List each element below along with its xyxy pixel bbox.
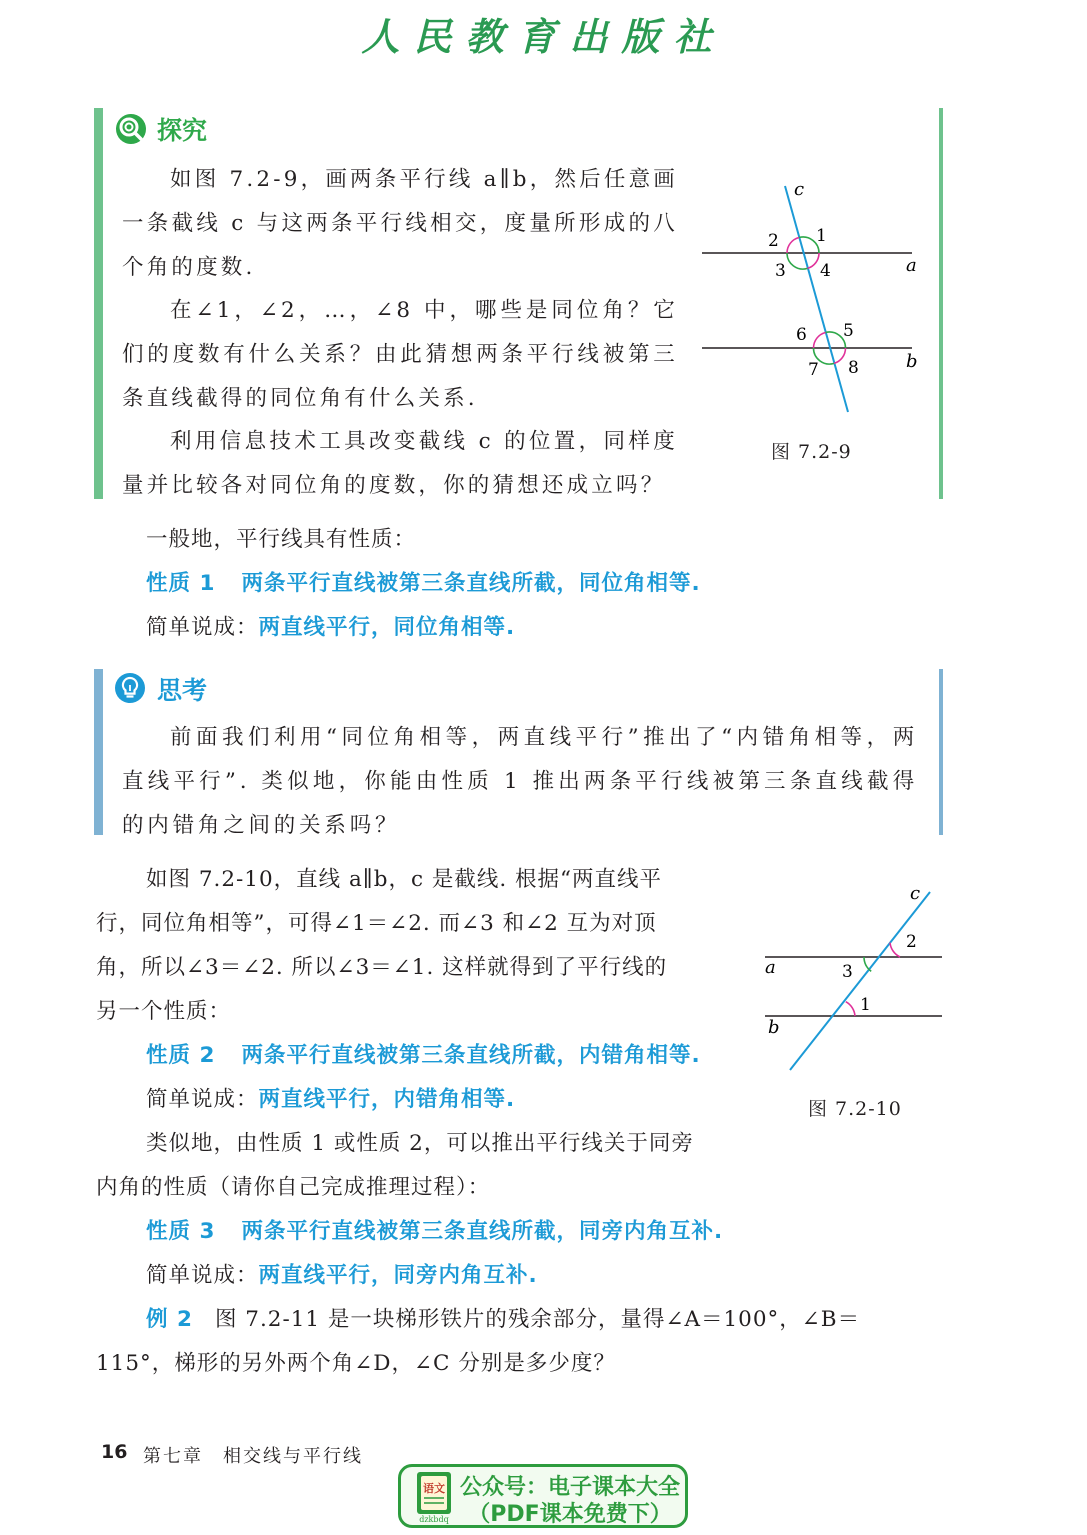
derivation-line-2: 行，同位角相等”，可得∠1＝∠2. 而∠3 和∠2 互为对顶 bbox=[96, 911, 657, 936]
figure-7-2-10-caption: 图 7.2-10 bbox=[808, 1098, 902, 1120]
figure-7-2-9-caption: 图 7.2-9 bbox=[771, 441, 852, 463]
figure-7-2-9 bbox=[690, 176, 930, 430]
wechat-badge[interactable] bbox=[398, 1464, 688, 1528]
property-3 bbox=[146, 1210, 723, 1254]
explore-paragraph-1: 如图 7.2-9，画两条平行线 a∥b，然后任意画一条截线 c 与这两条平行线相交，度量所形成的八个角的度数. bbox=[122, 167, 678, 280]
derivation-line-3: 角，所以∠3＝∠2. 所以∠3＝∠1. 这样就得到了平行线的 bbox=[96, 955, 668, 980]
label-3: 3 bbox=[775, 261, 786, 281]
example-2-label: 例 2 bbox=[146, 1307, 193, 1332]
angle-1-arc bbox=[846, 1002, 855, 1016]
explore-paragraph-2: 在∠1，∠2，…，∠8 中，哪些是同位角？它们的度数有什么关系？由此猜想两条平行线被第三条直线截得的同位角有什么关系. bbox=[122, 298, 678, 411]
book-icon bbox=[411, 1470, 457, 1524]
property-1-short bbox=[146, 606, 515, 650]
label-1: 1 bbox=[860, 995, 871, 1015]
figure-7-2-10 bbox=[760, 880, 950, 1084]
general-intro: 一般地，平行线具有性质： bbox=[146, 527, 417, 552]
chapter-title: 第七章 相交线与平行线 bbox=[143, 1446, 363, 1467]
page-number: 16 bbox=[101, 1441, 128, 1463]
property-3-short bbox=[146, 1254, 538, 1298]
label-7: 7 bbox=[808, 360, 819, 380]
label-a: a bbox=[906, 255, 917, 276]
label-6: 6 bbox=[796, 325, 807, 345]
property-1-label: 性质 1 bbox=[146, 571, 216, 596]
explore-title: 探究 bbox=[157, 116, 208, 145]
similar-line-1: 类似地，由性质 1 或性质 2，可以推出平行线关于同旁 bbox=[146, 1131, 694, 1156]
property-1 bbox=[146, 562, 701, 606]
example-2-line-1 bbox=[146, 1298, 860, 1342]
book-icon-text: 语文 bbox=[423, 1482, 445, 1495]
book-icon-subtext: dzkbdq bbox=[419, 1515, 449, 1524]
derivation-line-1: 如图 7.2-10，直线 a∥b，c 是截线. 根据“两直线平 bbox=[146, 867, 663, 892]
transversal-c bbox=[790, 892, 930, 1070]
think-box-right-bar bbox=[939, 669, 943, 835]
property-1-text: 两条平行直线被第三条直线所截，同位角相等. bbox=[241, 571, 701, 596]
publisher-logo: 人民教育出版社 bbox=[361, 14, 726, 59]
angle-4-arc bbox=[808, 253, 820, 268]
label-3: 3 bbox=[842, 962, 853, 982]
short-prefix: 简单说成： bbox=[146, 615, 259, 640]
property-1-short-text: 两直线平行，同位角相等. bbox=[258, 615, 516, 640]
label-b: b bbox=[768, 1017, 780, 1038]
example-2-text: 图 7.2-11 是一块梯形铁片的残余部分，量得∠A＝100°，∠B＝ bbox=[214, 1307, 861, 1332]
property-2-short-text: 两直线平行，内错角相等. bbox=[258, 1087, 516, 1112]
property-2-text: 两条平行直线被第三条直线所截，内错角相等. bbox=[241, 1043, 701, 1068]
angle-2-arc bbox=[890, 943, 900, 957]
label-c: c bbox=[910, 883, 921, 904]
badge-line-2: （PDF课本免费下） bbox=[468, 1502, 672, 1527]
label-8: 8 bbox=[848, 358, 859, 378]
similar-line-2: 内角的性质（请你自己完成推理过程）： bbox=[96, 1175, 491, 1200]
label-5: 5 bbox=[843, 321, 854, 341]
label-2: 2 bbox=[768, 231, 779, 251]
short-prefix-2: 简单说成： bbox=[146, 1087, 259, 1112]
explore-paragraph-3: 利用信息技术工具改变截线 c 的位置，同样度量并比较各对同位角的度数，你的猜想还成立吗？ bbox=[122, 429, 678, 498]
derivation-line-4: 另一个性质： bbox=[96, 999, 232, 1024]
badge-line-1: 公众号：电子课本大全 bbox=[459, 1475, 680, 1500]
explore-icon bbox=[114, 112, 148, 150]
label-b: b bbox=[906, 351, 918, 372]
angle-6-arc bbox=[814, 333, 826, 349]
lightbulb-icon bbox=[113, 671, 147, 709]
label-a: a bbox=[765, 957, 776, 978]
label-1: 1 bbox=[816, 226, 827, 246]
angle-2-arc bbox=[787, 238, 799, 254]
property-2-label: 性质 2 bbox=[146, 1043, 216, 1068]
label-4: 4 bbox=[820, 261, 831, 281]
explore-box-left-bar bbox=[94, 108, 103, 499]
property-3-text: 两条平行直线被第三条直线所截，同旁内角互补. bbox=[241, 1219, 724, 1244]
property-2 bbox=[146, 1034, 701, 1078]
property-2-short bbox=[146, 1078, 515, 1122]
angle-8-arc bbox=[834, 348, 846, 363]
example-2-line-2: 115°，梯形的另外两个角∠D，∠C 分别是多少度？ bbox=[96, 1351, 616, 1376]
property-3-short-text: 两直线平行，同旁内角互补. bbox=[258, 1263, 538, 1288]
short-prefix-3: 简单说成： bbox=[146, 1263, 259, 1288]
think-box-left-bar bbox=[94, 669, 103, 835]
label-2: 2 bbox=[906, 932, 917, 952]
think-title: 思考 bbox=[157, 676, 208, 705]
label-c: c bbox=[794, 179, 805, 200]
think-paragraph: 前面我们利用“同位角相等，两直线平行”推出了“内错角相等，两直线平行”. 类似地，你能由性质 1 推出两条平行线被第三条直线截得的内错角之间的关系吗？ bbox=[122, 725, 918, 838]
property-3-label: 性质 3 bbox=[146, 1219, 216, 1244]
explore-box-right-bar bbox=[939, 108, 943, 499]
